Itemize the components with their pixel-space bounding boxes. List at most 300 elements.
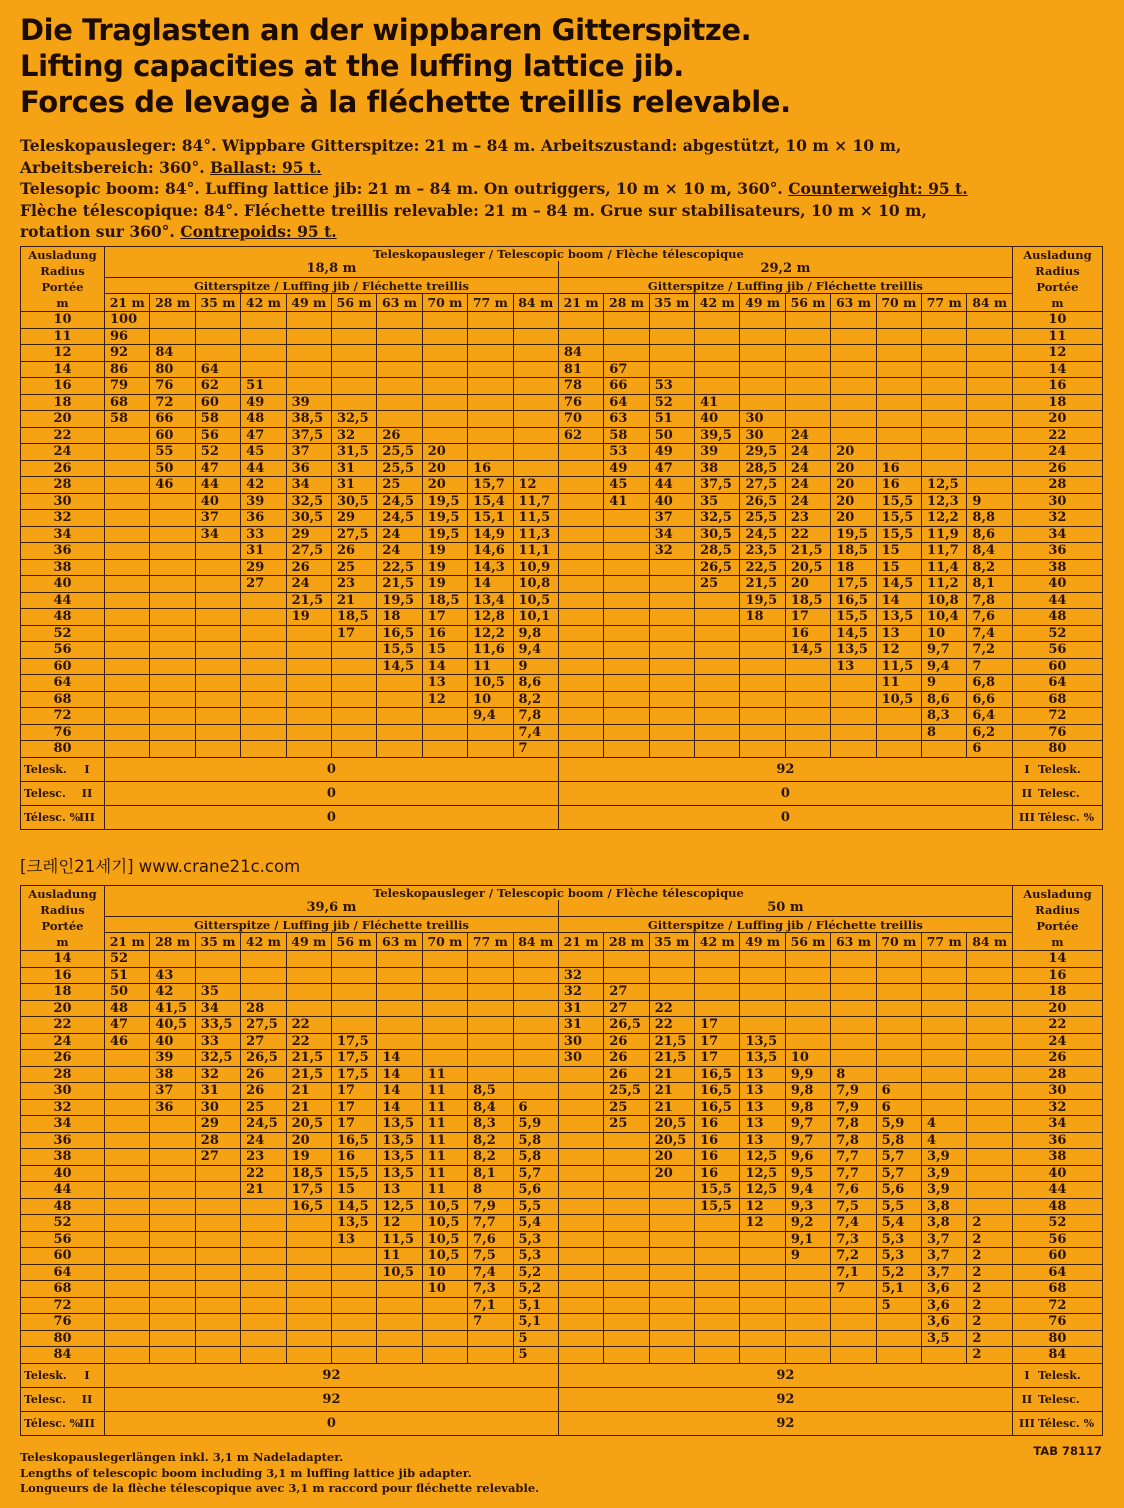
capacity-cell: 58 xyxy=(604,427,649,444)
desc-counterweight: Counterweight: 95 t. xyxy=(788,179,968,198)
capacity-cell: 20 xyxy=(422,444,467,461)
capacity-cell: 16,5 xyxy=(286,1198,331,1215)
capacity-cell xyxy=(649,1314,694,1331)
jib-length-header: 70 m xyxy=(422,932,467,950)
table-row xyxy=(21,1050,1103,1067)
capacity-cell: 10 xyxy=(922,625,967,642)
capacity-cell: 25 xyxy=(604,1116,649,1133)
capacity-cell xyxy=(150,724,195,741)
capacity-cell xyxy=(649,328,694,345)
capacity-cell xyxy=(967,1066,1013,1083)
telescoping-row xyxy=(21,1387,1103,1411)
capacity-cell: 12,2 xyxy=(468,625,513,642)
capacity-cell: 64 xyxy=(195,361,240,378)
capacity-cell: 12 xyxy=(422,691,467,708)
capacity-cell: 29 xyxy=(286,526,331,543)
capacity-cell xyxy=(377,741,422,758)
capacity-cell: 2 xyxy=(967,1231,1013,1248)
radius-cell: 30 xyxy=(1012,1083,1102,1100)
radius-cell: 16 xyxy=(21,967,105,984)
capacity-cell: 8,2 xyxy=(967,559,1013,576)
jib-length-header: 21 m xyxy=(558,932,603,950)
capacity-cell xyxy=(604,1182,649,1199)
telesk-value: 92 xyxy=(558,1411,1012,1435)
capacity-cell xyxy=(422,984,467,1001)
capacity-cell: 17 xyxy=(331,1083,376,1100)
capacity-cell: 44 xyxy=(195,477,240,494)
capacity-cell xyxy=(558,1149,603,1166)
capacity-cell xyxy=(241,1248,286,1265)
capacity-cell xyxy=(558,658,603,675)
capacity-cell: 67 xyxy=(604,361,649,378)
desc-fr-line1: Flèche télescopique: 84°. Fléchette treillis relevable: 21 m – 84 m. Grue sur stabilisateurs, 10 m × 10 m, xyxy=(20,200,927,220)
capacity-cell: 27 xyxy=(241,576,286,593)
desc-contrepoids: Contrepoids: 95 t. xyxy=(180,222,337,241)
jib-length-header: 63 m xyxy=(831,293,876,311)
radius-cell: 76 xyxy=(21,724,105,741)
radius-cell: 48 xyxy=(21,1198,105,1215)
capacity-cell: 14 xyxy=(377,1083,422,1100)
capacity-cell: 28,5 xyxy=(695,543,740,560)
radius-cell: 60 xyxy=(1012,1248,1102,1265)
radius-cell: 72 xyxy=(1012,708,1102,725)
capacity-cell: 11,5 xyxy=(377,1231,422,1248)
capacity-cell xyxy=(513,951,558,968)
capacity-cell xyxy=(331,967,376,984)
capacity-cell: 27 xyxy=(604,984,649,1001)
capacity-cell xyxy=(967,328,1013,345)
capacity-cell: 3,8 xyxy=(922,1198,967,1215)
radius-cell: 32 xyxy=(1012,1099,1102,1116)
capacity-cell xyxy=(695,625,740,642)
capacity-cell: 9,4 xyxy=(922,658,967,675)
capacity-cell xyxy=(468,1330,513,1347)
capacity-cell xyxy=(422,951,467,968)
capacity-cell: 17,5 xyxy=(331,1066,376,1083)
capacity-cell: 9,7 xyxy=(922,642,967,659)
capacity-cell xyxy=(558,1231,603,1248)
radius-cell: 18 xyxy=(1012,984,1102,1001)
capacity-cell xyxy=(468,951,513,968)
table-row xyxy=(21,1132,1103,1149)
capacity-cell: 11 xyxy=(422,1132,467,1149)
capacity-cell xyxy=(241,642,286,659)
capacity-cell: 16 xyxy=(785,625,830,642)
title-en: Lifting capacities at the luffing lattice jib. xyxy=(20,49,684,83)
capacity-cell: 10,5 xyxy=(513,592,558,609)
capacity-cell: 24 xyxy=(377,543,422,560)
capacity-cell: 23 xyxy=(785,510,830,527)
capacity-cell: 48 xyxy=(241,411,286,428)
desc-de-line2 xyxy=(20,157,1110,179)
capacity-cell: 8,6 xyxy=(967,526,1013,543)
telesk-label-right xyxy=(1012,1387,1102,1411)
capacity-cell: 55 xyxy=(150,444,195,461)
capacity-cell xyxy=(967,1000,1013,1017)
capacity-cell xyxy=(468,328,513,345)
capacity-cell: 32 xyxy=(558,984,603,1001)
capacity-cell xyxy=(468,1000,513,1017)
capacity-cell xyxy=(195,312,240,329)
radius-cell: 32 xyxy=(21,510,105,527)
capacity-cell xyxy=(286,1281,331,1298)
capacity-cell xyxy=(695,1297,740,1314)
jib-length-header: 42 m xyxy=(695,932,740,950)
capacity-cell: 18,5 xyxy=(422,592,467,609)
capacity-cell xyxy=(922,328,967,345)
capacity-cell xyxy=(195,1347,240,1364)
capacity-cell xyxy=(922,984,967,1001)
capacity-cell xyxy=(150,642,195,659)
capacity-cell xyxy=(150,1132,195,1149)
capacity-cell xyxy=(558,1347,603,1364)
desc-de-line1: Teleskopausleger: 84°. Wippbare Gitterspitze: 21 m – 84 m. Arbeitszustand: abgestützt, 10 m × 10 m, xyxy=(20,136,902,155)
telesk-label-right xyxy=(1012,1411,1102,1435)
capacity-cell xyxy=(604,642,649,659)
capacity-cell: 16 xyxy=(695,1165,740,1182)
capacity-cell xyxy=(558,642,603,659)
table-row xyxy=(21,411,1103,428)
capacity-cell xyxy=(513,312,558,329)
capacity-cell: 25 xyxy=(377,477,422,494)
capacity-cell xyxy=(876,967,921,984)
telesk-roman: I xyxy=(1024,761,1030,776)
radius-cell: 24 xyxy=(21,444,105,461)
capacity-cell xyxy=(558,460,603,477)
capacity-cell: 8,1 xyxy=(967,576,1013,593)
radius-cell: 56 xyxy=(21,642,105,659)
capacity-cell: 20 xyxy=(422,460,467,477)
capacity-cell: 13 xyxy=(740,1116,785,1133)
capacity-cell xyxy=(922,951,967,968)
capacity-cell: 30 xyxy=(558,1033,603,1050)
capacity-cell xyxy=(604,1281,649,1298)
capacity-cell: 15,7 xyxy=(468,477,513,494)
radius-cell: 12 xyxy=(1012,345,1102,362)
capacity-cell: 32 xyxy=(195,1066,240,1083)
capacity-cell xyxy=(876,1347,921,1364)
capacity-cell: 62 xyxy=(195,378,240,395)
capacity-cell xyxy=(105,460,150,477)
capacity-cell: 30 xyxy=(740,427,785,444)
radius-cell: 72 xyxy=(21,1297,105,1314)
capacity-cell: 32 xyxy=(649,543,694,560)
radius-header-line: m xyxy=(1051,296,1064,310)
radius-header-line: m xyxy=(1051,935,1064,949)
capacity-cell: 20,5 xyxy=(649,1132,694,1149)
capacity-cell: 22 xyxy=(241,1165,286,1182)
capacity-cell: 12,5 xyxy=(740,1165,785,1182)
capacity-cell xyxy=(967,460,1013,477)
capacity-cell xyxy=(422,427,467,444)
radius-header-line: m xyxy=(56,935,69,949)
capacity-cell xyxy=(422,1347,467,1364)
capacity-cell xyxy=(740,1000,785,1017)
capacity-cell xyxy=(876,411,921,428)
capacity-cell: 16 xyxy=(331,1149,376,1166)
telesk-label-right xyxy=(1012,757,1102,781)
capacity-cell: 9,4 xyxy=(468,708,513,725)
radius-cell: 36 xyxy=(21,1132,105,1149)
capacity-cell: 35 xyxy=(195,984,240,1001)
capacity-cell xyxy=(468,345,513,362)
capacity-cell: 53 xyxy=(649,378,694,395)
table-row xyxy=(21,510,1103,527)
jib-length-header: 84 m xyxy=(967,293,1013,311)
capacity-cell xyxy=(558,675,603,692)
capacity-cell xyxy=(967,477,1013,494)
capacity-cell xyxy=(740,394,785,411)
capacity-cell xyxy=(604,625,649,642)
capacity-cell xyxy=(422,378,467,395)
capacity-cell xyxy=(150,576,195,593)
capacity-cell: 11 xyxy=(422,1066,467,1083)
capacity-cell: 12,3 xyxy=(922,493,967,510)
capacity-cell: 42 xyxy=(241,477,286,494)
capacity-cell xyxy=(740,1264,785,1281)
capacity-cell: 18,5 xyxy=(831,543,876,560)
capacity-cell: 3,6 xyxy=(922,1281,967,1298)
capacity-cell xyxy=(241,675,286,692)
radius-header-right xyxy=(1012,886,1102,951)
capacity-cell xyxy=(740,967,785,984)
radius-header-line: Radius xyxy=(1035,903,1080,917)
desc-en-text: Telesopic boom: 84°. Luffing lattice jib: 21 m – 84 m. On outriggers, 10 m × 10 m, 360°. xyxy=(20,179,783,198)
table-row xyxy=(21,394,1103,411)
table-row xyxy=(21,526,1103,543)
capacity-cell: 34 xyxy=(649,526,694,543)
capacity-cell xyxy=(377,691,422,708)
radius-cell: 11 xyxy=(21,328,105,345)
capacity-cell: 10 xyxy=(468,691,513,708)
desc-ballast: Ballast: 95 t. xyxy=(210,157,322,177)
capacity-cell xyxy=(422,1297,467,1314)
capacity-cell: 20 xyxy=(831,493,876,510)
capacity-cell: 5,1 xyxy=(513,1297,558,1314)
capacity-cell: 26,5 xyxy=(604,1017,649,1034)
radius-cell: 26 xyxy=(21,460,105,477)
capacity-cell xyxy=(331,724,376,741)
radius-cell: 64 xyxy=(21,675,105,692)
capacity-cell: 5,2 xyxy=(513,1281,558,1298)
capacity-cell xyxy=(604,741,649,758)
capacity-cell xyxy=(422,411,467,428)
radius-cell: 24 xyxy=(1012,444,1102,461)
capacity-cell xyxy=(105,609,150,626)
capacity-cell: 2 xyxy=(967,1347,1013,1364)
radius-cell: 24 xyxy=(21,1033,105,1050)
capacity-cell: 66 xyxy=(604,378,649,395)
capacity-cell: 51 xyxy=(105,967,150,984)
capacity-cell xyxy=(241,741,286,758)
capacity-cell xyxy=(150,526,195,543)
capacity-cell xyxy=(241,1297,286,1314)
jib-length-header: 35 m xyxy=(649,932,694,950)
capacity-cell xyxy=(876,724,921,741)
capacity-cell xyxy=(922,1050,967,1067)
capacity-cell xyxy=(876,394,921,411)
capacity-cell: 11,7 xyxy=(922,543,967,560)
capacity-cell xyxy=(604,345,649,362)
capacity-cell xyxy=(740,708,785,725)
capacity-cell: 26 xyxy=(241,1083,286,1100)
radius-cell: 76 xyxy=(21,1314,105,1331)
footer-de: Teleskopauslegerlängen inkl. 3,1 m Nadeladapter. xyxy=(20,1450,344,1464)
capacity-cell xyxy=(331,691,376,708)
capacity-cell: 22 xyxy=(649,1017,694,1034)
capacity-cell xyxy=(649,724,694,741)
capacity-cell xyxy=(967,361,1013,378)
capacity-cell xyxy=(513,411,558,428)
radius-cell: 52 xyxy=(21,1215,105,1232)
capacity-cell: 19,5 xyxy=(422,510,467,527)
capacity-cell: 8,2 xyxy=(468,1132,513,1149)
capacity-cell xyxy=(422,1000,467,1017)
capacity-cell xyxy=(876,984,921,1001)
capacity-cell xyxy=(422,361,467,378)
telesk-label-text: Telesc. xyxy=(1037,786,1080,800)
capacity-cell xyxy=(695,1314,740,1331)
titles xyxy=(20,12,1110,120)
capacity-cell: 16,5 xyxy=(695,1066,740,1083)
capacity-cell: 12 xyxy=(876,642,921,659)
capacity-cell: 7,1 xyxy=(831,1264,876,1281)
capacity-cell: 17 xyxy=(422,609,467,626)
capacity-cell xyxy=(150,1198,195,1215)
telesk-label-left xyxy=(21,1411,105,1435)
capacity-cell xyxy=(649,708,694,725)
radius-header-line: Ausladung xyxy=(28,248,97,262)
capacity-cell xyxy=(195,658,240,675)
capacity-cell xyxy=(377,345,422,362)
capacity-cell: 33,5 xyxy=(195,1017,240,1034)
capacity-cell: 63 xyxy=(604,411,649,428)
capacity-cell xyxy=(422,741,467,758)
capacity-cell xyxy=(377,394,422,411)
jib-length-header: 77 m xyxy=(922,293,967,311)
telesk-roman: I xyxy=(84,1367,90,1382)
capacity-cell: 13,5 xyxy=(377,1116,422,1133)
capacity-cell xyxy=(740,1281,785,1298)
capacity-cell xyxy=(558,1182,603,1199)
capacity-cell xyxy=(876,378,921,395)
capacity-cell xyxy=(105,592,150,609)
telesk-label-text: Télesc. % xyxy=(24,1416,81,1430)
capacity-cell xyxy=(831,1297,876,1314)
jib-length-header: 70 m xyxy=(876,932,921,950)
capacity-cell: 24 xyxy=(785,477,830,494)
radius-cell: 34 xyxy=(1012,526,1102,543)
capacity-cell xyxy=(785,1017,830,1034)
capacity-cell: 15,5 xyxy=(876,526,921,543)
capacity-cell xyxy=(286,1330,331,1347)
capacity-cell: 8,3 xyxy=(468,1116,513,1133)
capacity-cell: 20 xyxy=(286,1132,331,1149)
capacity-cell xyxy=(468,361,513,378)
capacity-cell xyxy=(967,444,1013,461)
capacity-cell: 31 xyxy=(195,1083,240,1100)
capacity-cell: 50 xyxy=(649,427,694,444)
capacity-cell xyxy=(105,691,150,708)
telesk-value: 92 xyxy=(105,1387,559,1411)
capacity-cell: 37,5 xyxy=(695,477,740,494)
capacity-cell: 27,5 xyxy=(740,477,785,494)
radius-cell: 22 xyxy=(1012,1017,1102,1034)
capacity-cell: 81 xyxy=(558,361,603,378)
capacity-cell: 5,2 xyxy=(513,1264,558,1281)
capacity-cell xyxy=(468,312,513,329)
radius-cell: 34 xyxy=(21,1116,105,1133)
capacity-cell: 15,5 xyxy=(831,609,876,626)
jib-length-header: 70 m xyxy=(422,293,467,311)
capacity-cell xyxy=(105,724,150,741)
capacity-cell: 9,5 xyxy=(785,1165,830,1182)
jib-length-header: 28 m xyxy=(150,293,195,311)
table-row xyxy=(21,1099,1103,1116)
capacity-cell xyxy=(150,691,195,708)
capacity-cell xyxy=(831,411,876,428)
capacity-cell: 27,5 xyxy=(286,543,331,560)
capacity-cell: 12,5 xyxy=(922,477,967,494)
capacity-cell xyxy=(195,1314,240,1331)
capacity-cell: 27 xyxy=(195,1149,240,1166)
radius-cell: 36 xyxy=(1012,1132,1102,1149)
capacity-cell: 24 xyxy=(785,444,830,461)
capacity-cell xyxy=(740,691,785,708)
capacity-cell xyxy=(695,1248,740,1265)
capacity-cell: 36 xyxy=(150,1099,195,1116)
jib-length-header: 56 m xyxy=(785,932,830,950)
capacity-cell: 45 xyxy=(604,477,649,494)
capacity-cell xyxy=(241,1264,286,1281)
capacity-cell xyxy=(604,1132,649,1149)
capacity-cell xyxy=(604,1215,649,1232)
capacity-cell xyxy=(241,1231,286,1248)
capacity-cell: 24,5 xyxy=(740,526,785,543)
capacity-cell xyxy=(785,345,830,362)
capacity-cell: 13,5 xyxy=(377,1132,422,1149)
capacity-cell xyxy=(105,642,150,659)
radius-cell: 68 xyxy=(21,691,105,708)
table-row xyxy=(21,984,1103,1001)
capacity-cell: 2 xyxy=(967,1264,1013,1281)
description xyxy=(20,135,1110,243)
capacity-cell: 7,8 xyxy=(831,1132,876,1149)
capacity-cell xyxy=(831,345,876,362)
capacity-cell xyxy=(331,361,376,378)
capacity-cell xyxy=(649,967,694,984)
capacity-cell xyxy=(967,1165,1013,1182)
capacity-cell xyxy=(468,411,513,428)
jib-length-header: 49 m xyxy=(286,293,331,311)
capacity-cell xyxy=(195,543,240,560)
capacity-cell: 20 xyxy=(649,1165,694,1182)
capacity-cell xyxy=(604,675,649,692)
capacity-cell xyxy=(785,741,830,758)
capacity-cell xyxy=(831,1314,876,1331)
capacity-cell: 76 xyxy=(150,378,195,395)
capacity-cell: 26,5 xyxy=(740,493,785,510)
capacity-cell xyxy=(377,967,422,984)
capacity-cell xyxy=(695,361,740,378)
capacity-cell xyxy=(785,1264,830,1281)
capacity-cell: 22 xyxy=(785,526,830,543)
desc-de-range: Arbeitsbereich: 360°. xyxy=(20,157,205,177)
capacity-cell: 7,6 xyxy=(967,609,1013,626)
capacity-cell xyxy=(150,1182,195,1199)
capacity-cell xyxy=(286,1248,331,1265)
capacity-cell: 7,4 xyxy=(831,1215,876,1232)
